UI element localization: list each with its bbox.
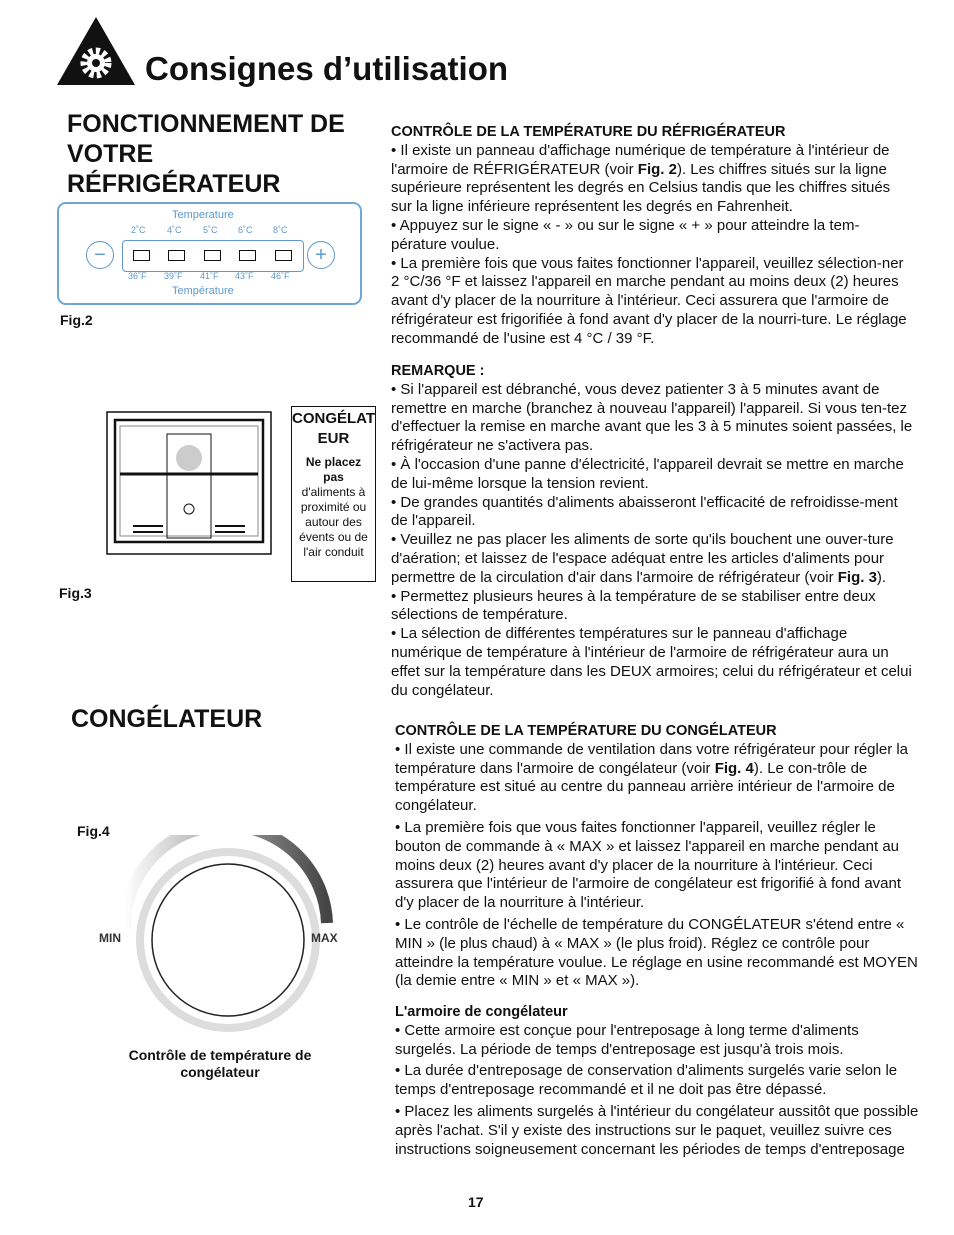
gear-warning-icon (56, 17, 136, 87)
temperature-top-label: Temperature (172, 209, 234, 221)
max-label: MAX (311, 931, 338, 945)
page-title: Consignes d’utilisation (145, 50, 509, 87)
paragraph: • Placez les aliments surgelés à l'intérieur du congélateur aussitôt que possible après l'achat. S'il y existe des instructions sur le paquet, veuillez suivre ces instructions soigneusement concernant les périodes de temps d'entreposage (395, 1102, 919, 1158)
heading: CONTRÔLE DE LA TEMPÉRATURE DU CONGÉLATEUR (395, 723, 777, 739)
fahrenheit-label: 39˚F (164, 271, 183, 281)
fahrenheit-label: 36˚F (128, 271, 147, 281)
vent-warning-box (291, 406, 376, 582)
fig4-label: Fig.4 (77, 823, 110, 839)
paragraph: • Le contrôle de l'échelle de température du CONGÉLATEUR s'étend entre « MIN » (le plus chaud) à « MAX » (le plus froid). Réglez ce contrôle pour atteindre la température voulue. Le réglage en usine recommandé est MOYEN (la demie entre « MIN » et « MAX »). (395, 915, 918, 990)
text: • Veuillez ne pas placer les aliments de sorte qu'ils bouchent une ouver-ture d'aération; et laissez de l'espace adéquat entre les articles d'aliments pour permettre de la circulation d'air dans l'armoire de réfrigérateur (voir (391, 531, 894, 586)
fig-ref: Fig. 2 (637, 160, 677, 178)
freezer-temp-section (395, 722, 919, 991)
section-heading-freezer: CONGÉLATEUR (71, 705, 263, 733)
heading: REMARQUE : (391, 363, 485, 379)
plus-button: + (307, 241, 335, 269)
freezer-interior-drawing (105, 408, 273, 558)
paragraph (395, 741, 919, 816)
paragraph: • De grandes quantités d'aliments abaisseront l'efficacité de refroidisse-ment de l'appareil. (391, 493, 898, 530)
paragraph: • Permettez plusieurs heures à la température de se stabiliser entre deux sélections de température. (391, 587, 876, 624)
temperature-panel-figure (57, 202, 362, 305)
indicator (204, 250, 221, 261)
heading: CONTRÔLE DE LA TEMPÉRATURE DU RÉFRIGÉRATEUR (391, 124, 786, 140)
fahrenheit-label: 43˚F (235, 271, 254, 281)
warning-bold: Ne placez pas (305, 455, 362, 484)
celsius-label: 6˚C (238, 225, 253, 235)
paragraph: • Appuyez sur le signe « - » ou sur le signe « + » pour atteindre la tem-pérature voulue. (391, 216, 860, 253)
fig-ref: Fig. 4 (714, 759, 754, 777)
text: ). Le con-trôle de température est situé au centre du panneau arrière intérieur de l'armoire de congélateur. (395, 759, 895, 815)
warning-text: d'aliments à proximité ou autour des évents ou de l'air conduit (299, 485, 368, 559)
warning-title: CONGÉLAT EUR (292, 410, 376, 447)
min-label: MIN (99, 931, 121, 945)
fig2-label: Fig.2 (60, 312, 93, 328)
fig4-caption: Contrôle de température de congélateur (128, 1047, 312, 1080)
page-number: 17 (468, 1194, 484, 1210)
freezer-dial-drawing (110, 835, 340, 1035)
paragraph: • La durée d'entreposage de conservation d'aliments surgelés varie selon le temps d'entreposage recommandé et il ne doit pas être dépassé. (395, 1062, 898, 1099)
paragraph: • À l'occasion d'une panne d'électricité, l'appareil devrait se mettre en marche de lui-même lorsque la tension revient. (391, 455, 904, 492)
celsius-label: 4˚C (167, 225, 182, 235)
remark-section (391, 362, 915, 700)
fig-ref: Fig. 3 (837, 568, 877, 586)
celsius-label: 2˚C (131, 225, 146, 235)
fahrenheit-label: 46˚F (271, 271, 290, 281)
paragraph (391, 142, 915, 217)
indicator (275, 250, 292, 261)
temperature-bottom-label: Température (172, 285, 234, 297)
heading: L'armoire de congélateur (395, 1004, 568, 1020)
freezer-cabinet-section (395, 1003, 919, 1159)
text: ). (876, 568, 887, 586)
fridge-temp-section (391, 123, 915, 349)
paragraph: • Si l'appareil est débranché, vous devez patienter 3 à 5 minutes avant de remettre en marche (branchez à nouveau l'appareil) l'appareil. Si vous ten-tez d'effectuer la remise en marche avant que les 3 à 5 minutes soient passées, le réfrigérateur ne s'activera pas. (391, 380, 913, 455)
paragraph (391, 531, 915, 587)
indicator (168, 250, 185, 261)
text: ). Les chiffres situés sur la ligne supérieure représentent les degrés en Celsius tandis que les chiffres situés sur la ligne inférieure représentent les degrés en Fahrenheit. (391, 160, 891, 216)
indicator (133, 250, 150, 261)
indicator (239, 250, 256, 261)
section-heading-refrigerator: FONCTIONNEMENT DE VOTRE RÉFRIGÉRATEUR (67, 110, 345, 198)
minus-button: − (86, 241, 114, 269)
paragraph: • Cette armoire est conçue pour l'entreposage à long terme d'aliments surgelés. La période de temps d'entreposage est jusqu'à trois mois. (395, 1021, 859, 1058)
text: • Il existe un panneau d'affichage numérique de température à l'intérieur de l'armoire de RÉFRIGÉRATEUR (voir (391, 141, 890, 178)
paragraph: • La première fois que vous faites fonctionner l'appareil, veuillez sélection-ner 2 °C/36 °F et laissez l'appareil en marche pendant au moins deux (2) heures avant d'y placer de la nourriture à l'intérieur. Ceci assurera que l'armoire de réfrigérateur est frigorifiée à fond avant d'y placer de la nourri-ture. Le réglage recommandé de l'usine est 4 °C / 39 °F. (391, 254, 907, 347)
fahrenheit-label: 41˚F (200, 271, 219, 281)
fig3-label: Fig.3 (59, 585, 92, 601)
celsius-label: 5˚C (203, 225, 218, 235)
paragraph: • La sélection de différentes températures sur le panneau d'affichage numérique de température à l'intérieur de l'armoire de réfrigérateur aura un effet sur la température dans les DEUX armoires; celui du réfrigérateur et celui du congélateur. (391, 625, 912, 699)
celsius-label: 8˚C (273, 225, 288, 235)
paragraph: • La première fois que vous faites fonctionner l'appareil, veuillez régler le bouton de commande à « MAX » et laissez l'appareil en marche pendant au moins deux (2) heures avant d'y placer de la nourriture à l'intérieur. Ceci assurera que l'intérieur de l'armoire de congélateur est frigorifié à fond avant d'y placer de la nourriture à l'intérieur. (395, 818, 902, 912)
text: • Il existe une commande de ventilation dans votre réfrigérateur pour régler la température dans l'armoire de congélateur (voir (395, 740, 909, 777)
